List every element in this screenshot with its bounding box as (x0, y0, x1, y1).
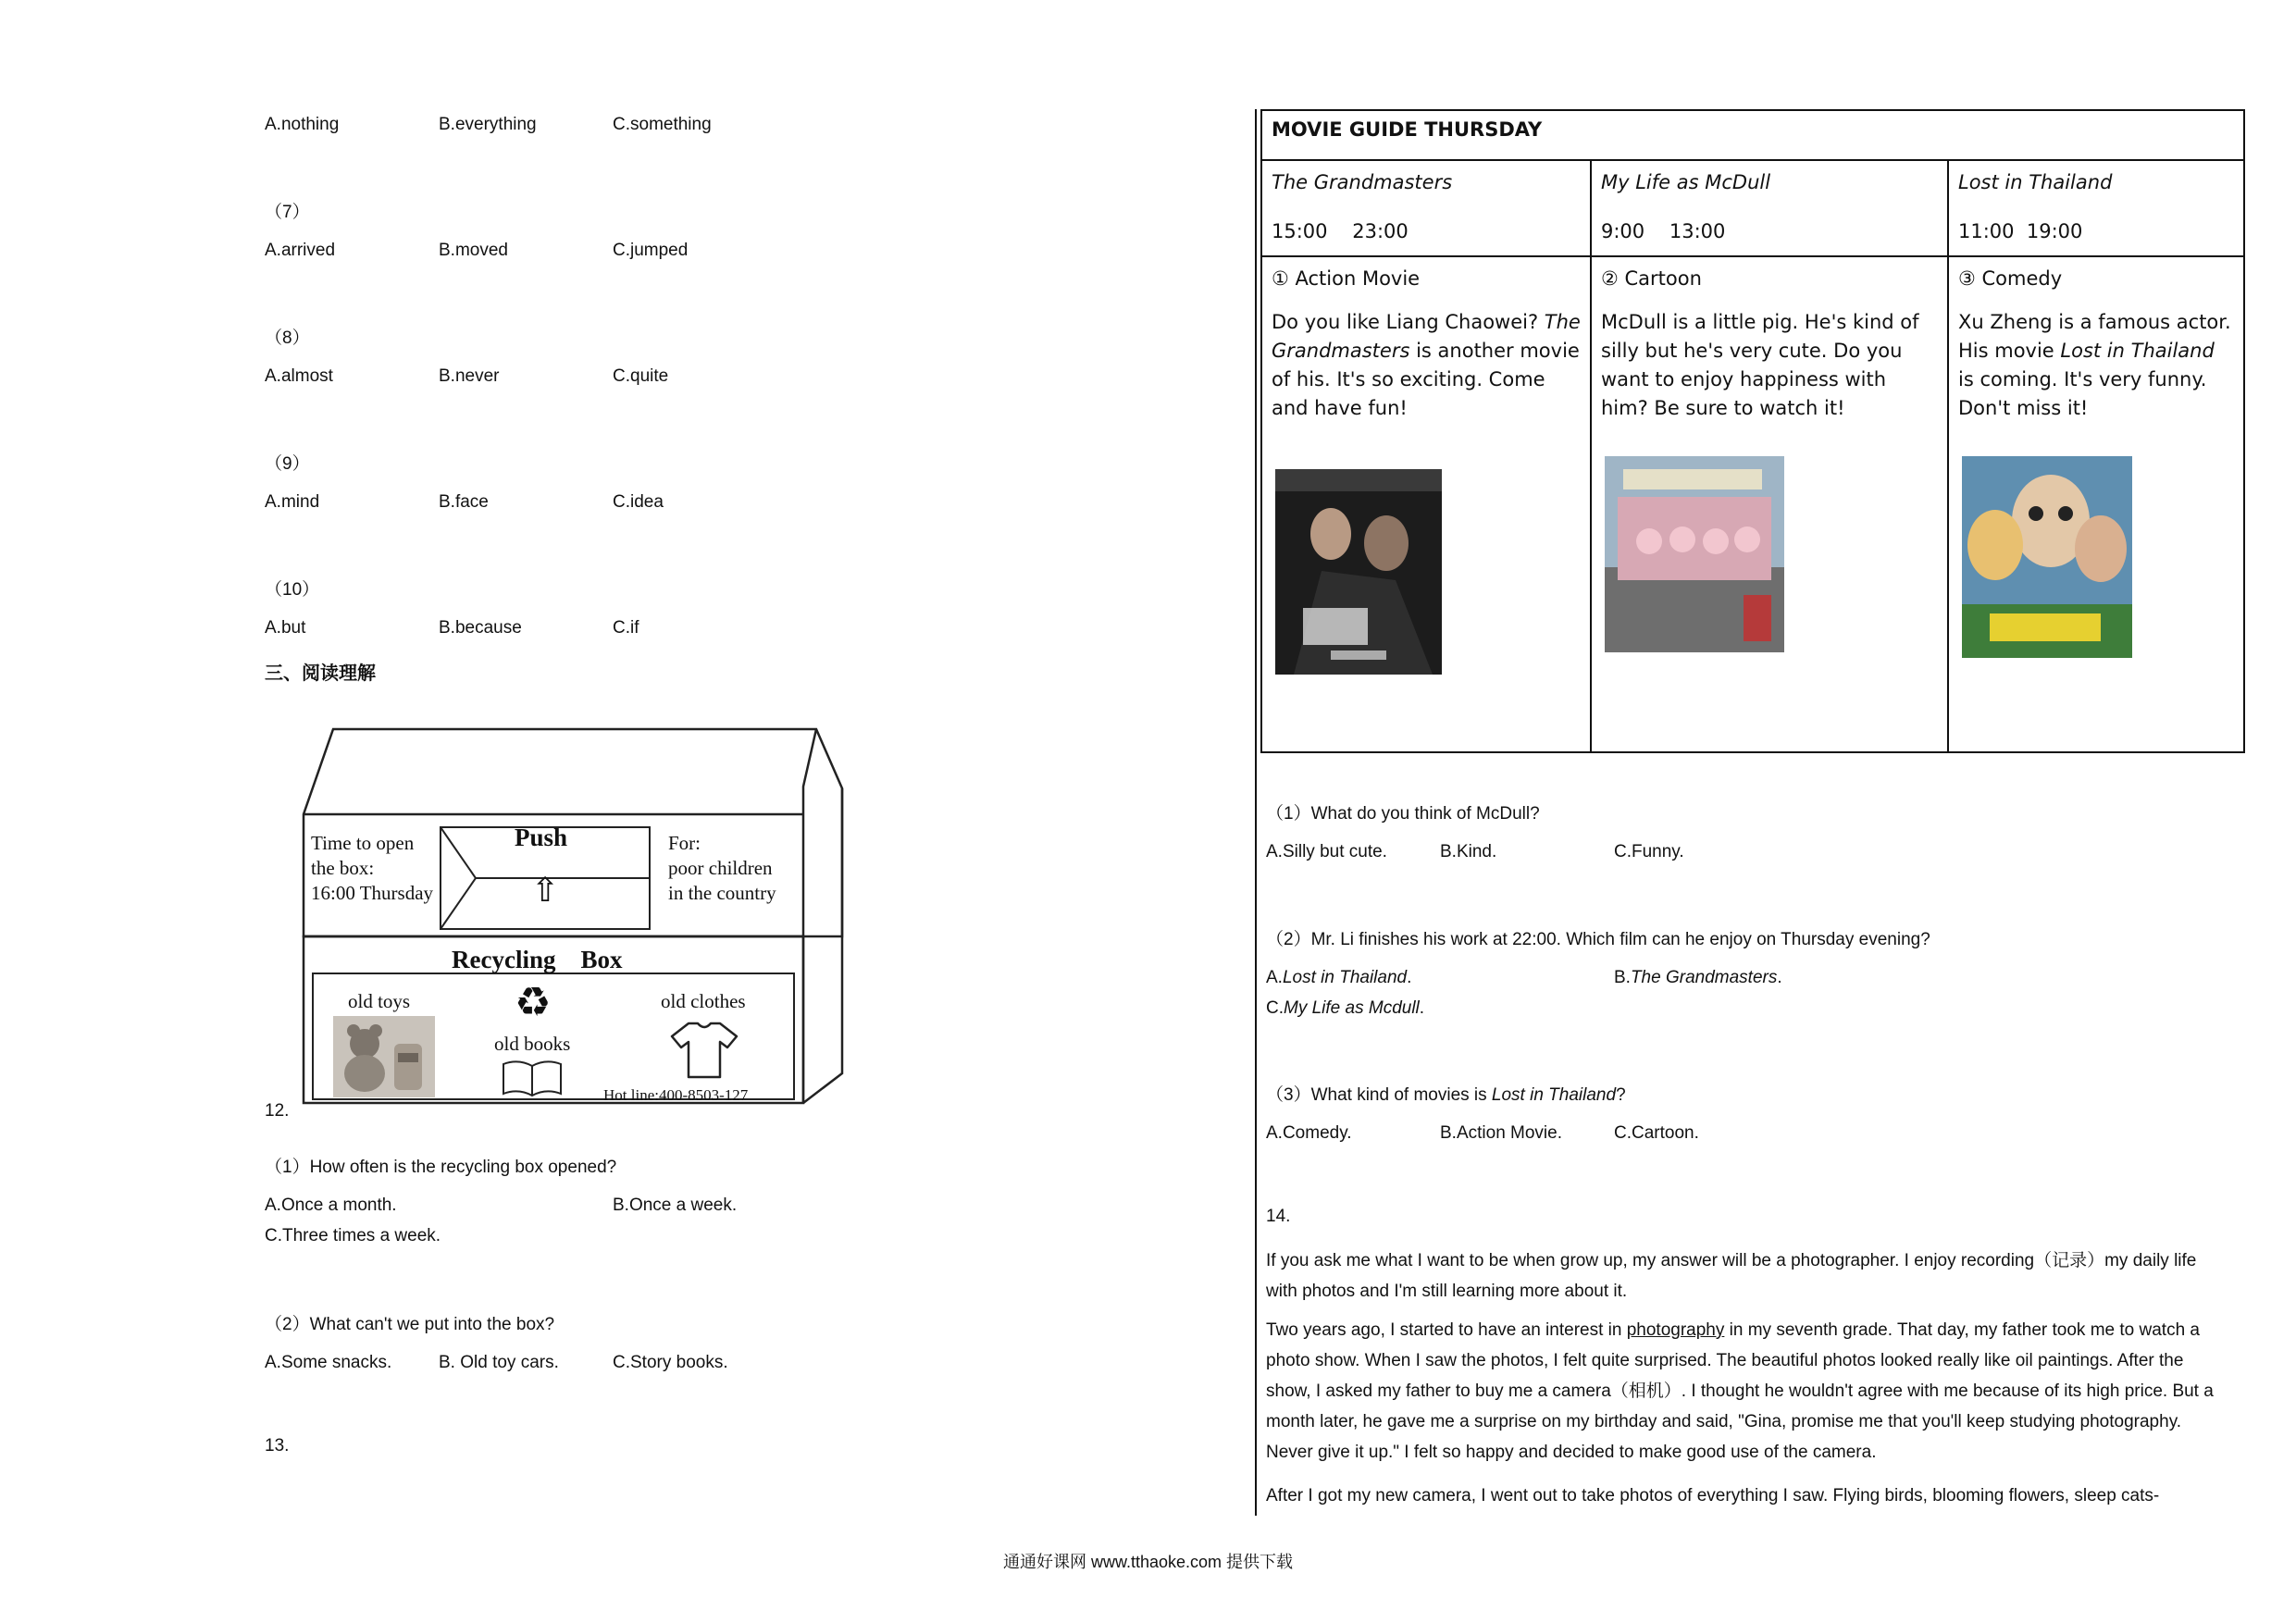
q10-option-a: A.but (265, 618, 306, 638)
movie-1-desc-part: is another movie of his. It's so exciting. Come and have fun! (1272, 340, 1580, 419)
movie-2-times: 9:00 13:00 (1601, 220, 1726, 242)
table-row (1261, 110, 2244, 160)
q6-option-c: C.something (613, 115, 712, 134)
q13-3-option-c: C.Cartoon. (1614, 1123, 1699, 1143)
q6-option-a: A.nothing (265, 115, 340, 134)
movie-1-times: 15:00 23:00 (1272, 220, 1409, 242)
option-text: The Grandmasters (1630, 968, 1778, 987)
table-row (1261, 160, 2244, 256)
q7-option-a: A.arrived (265, 241, 336, 260)
question-text: （3）What kind of movies is (1266, 1085, 1492, 1105)
q12-2-option-c: C.Story books. (613, 1353, 728, 1372)
movie-2-desc-part: McDull is a little pig. He's kind of silly but he's very cute. Do you want to enjoy happiness with him? Be sure to watch it! (1601, 311, 1919, 419)
page-footer: 通通好课网 www.tthaoke.com 提供下载 (1002, 1553, 1294, 1571)
q13-3-question (1266, 1081, 1626, 1106)
push-label: Push (515, 824, 568, 851)
q7-option-b: B.moved (439, 241, 508, 260)
movie-guide-title-cell (1261, 110, 2244, 160)
q13-number: 13. (265, 1436, 290, 1456)
q13-1-option-b: B.Kind. (1440, 842, 1497, 861)
movie-3-desc-part: Xu Zheng is a famous actor. His movie (1958, 311, 2231, 362)
q7-option-c: C.jumped (613, 241, 689, 260)
shirt-icon (668, 1020, 740, 1081)
movie-2-genre: ② Cartoon (1601, 267, 1702, 290)
q12-1-option-c: C.Three times a week. (265, 1226, 441, 1245)
option-prefix: B. (1614, 968, 1631, 987)
q12-2-question: （2）What can't we put into the box? (265, 1315, 555, 1334)
q13-1-option-a: A.Silly but cute. (1266, 842, 1387, 861)
question-mark: ? (1616, 1085, 1626, 1105)
box-time-line-2: the box: (311, 857, 375, 879)
movie-2-description (1601, 308, 1938, 423)
toys-photo-icon (333, 1016, 435, 1097)
box-for-line-1: For: (668, 832, 701, 854)
movie-1-desc-title: The Grandmasters (1272, 311, 1581, 362)
recycle-icon: ♻ (515, 980, 552, 1025)
q8-option-a: A.almost (265, 366, 333, 386)
section-heading: 三、阅读理解 (265, 663, 376, 684)
option-text: My Life as Mcdull (1284, 998, 1420, 1018)
option-text: Lost in Thailand (1282, 968, 1408, 987)
table-row (1261, 256, 2244, 752)
box-time-label (311, 831, 433, 906)
movie-guide-title: MOVIE GUIDE THURSDAY (1272, 118, 1543, 141)
q10-number: （10） (265, 580, 320, 600)
q7-number: （7） (265, 203, 310, 222)
old-toys-label: old toys (348, 990, 411, 1012)
q6-option-b: B.everything (439, 115, 537, 134)
passage-paragraph-2 (1266, 1315, 2228, 1468)
box-time-line-3: 16:00 Thursday (311, 882, 434, 904)
question-movie-title: Lost in Thailand (1491, 1085, 1617, 1105)
q13-1-option-c: C.Funny. (1614, 842, 1684, 861)
box-time-line-1: Time to open (311, 832, 415, 854)
q12-1-option-a: A.Once a month. (265, 1196, 397, 1215)
q10-option-c: C.if (613, 618, 639, 638)
q12-1-option-b: B.Once a week. (613, 1196, 738, 1215)
q13-1-question: （1）What do you think of McDull? (1266, 804, 1540, 824)
q12-2-option-a: A.Some snacks. (265, 1353, 392, 1372)
q12-number: 12. (265, 1101, 290, 1121)
movie-3-desc-title: Lost in Thailand (2060, 340, 2215, 362)
grandmasters-poster-image (1275, 469, 1442, 675)
q13-2-question: （2）Mr. Li finishes his work at 22:00. Which film can he enjoy on Thursday evening? (1266, 930, 1930, 949)
mcdull-poster-image (1605, 456, 1784, 652)
old-books-label: old books (494, 1033, 571, 1055)
movie-3-genre: ③ Comedy (1958, 267, 2063, 290)
q9-option-b: B.face (439, 492, 489, 512)
q9-option-c: C.idea (613, 492, 664, 512)
movie-1-desc-part: Do you like Liang Chaowei? (1272, 311, 1545, 333)
movie-1-detail (1261, 256, 1591, 752)
recycling-box-title: Recycling Box (452, 946, 623, 973)
movie-guide-table (1260, 109, 2245, 753)
underlined-word: photography (1626, 1320, 1725, 1340)
q10-option-b: B.because (439, 618, 522, 638)
movie-2-detail (1591, 256, 1948, 752)
q8-option-c: C.quite (613, 366, 669, 386)
paragraph-text: in my seventh grade. That day, my father took me to watch a photo show. When I saw the photos, I felt quite surprised. The beautiful photos looked really like oil paintings. After the show, I asked my father to buy me a camera（相机）. I thought he wouldn't agree with me because of its high price. But a month later, he gave me a surprise on my birthday and said, "Gina, promise me that you'll keep studying photography. Never give it up." I felt so happy and decided to make good use of the camera. (1266, 1320, 2214, 1462)
q13-2-option-a: A.Lost in Thailand. (1266, 968, 1412, 987)
q12-2-option-b: B. Old toy cars. (439, 1353, 559, 1372)
q13-3-option-a: A.Comedy. (1266, 1123, 1352, 1143)
q14-number: 14. (1266, 1207, 1291, 1226)
passage-paragraph-1: If you ask me what I want to be when grow up, my answer will be a photographer. I enjoy recording（记录）my daily life with photos and I'm still learning more about it. (1266, 1251, 2197, 1301)
q13-2-option-c: C.My Life as Mcdull. (1266, 998, 1425, 1018)
movie-3-header (1948, 160, 2244, 256)
q12-1-question: （1）How often is the recycling box opened? (265, 1158, 617, 1177)
q8-number: （8） (265, 328, 310, 348)
movie-3-description (1958, 308, 2234, 423)
movie-3-name: Lost in Thailand (1958, 171, 2113, 193)
movie-3-desc-part: is coming. It's very funny. Don't miss it! (1958, 368, 2207, 419)
q9-option-a: A.mind (265, 492, 320, 512)
old-clothes-label: old clothes (661, 990, 746, 1012)
movie-2-header (1591, 160, 1948, 256)
hotline-label: Hot line:400-8503-127 (603, 1086, 749, 1104)
box-for-line-3: in the country (668, 882, 776, 904)
movie-1-name: The Grandmasters (1272, 171, 1453, 193)
movie-2-name: My Life as McDull (1601, 171, 1771, 193)
column-divider (1255, 109, 1257, 1516)
passage-paragraph-3: After I got my new camera, I went out to take photos of everything I saw. Flying birds, blooming flowers, sleep cats- (1266, 1486, 2160, 1505)
option-prefix: A. (1266, 968, 1283, 987)
option-prefix: C. (1266, 998, 1284, 1018)
movie-1-header (1261, 160, 1591, 256)
movie-1-genre: ① Action Movie (1272, 267, 1421, 290)
lost-in-thailand-poster-image (1962, 456, 2132, 658)
box-for-line-2: poor children (668, 857, 773, 879)
box-for-label (668, 831, 776, 906)
up-arrow-icon: ⇧ (531, 871, 560, 909)
book-icon (500, 1057, 565, 1099)
paragraph-text: Two years ago, I started to have an interest in (1266, 1320, 1627, 1340)
q13-3-option-b: B.Action Movie. (1440, 1123, 1562, 1143)
movie-3-detail (1948, 256, 2244, 752)
movie-1-description (1272, 308, 1581, 423)
q8-option-b: B.never (439, 366, 500, 386)
q9-number: （9） (265, 454, 310, 474)
movie-3-times: 11:00 19:00 (1958, 220, 2083, 242)
q13-2-option-b: B.The Grandmasters. (1614, 968, 1782, 987)
